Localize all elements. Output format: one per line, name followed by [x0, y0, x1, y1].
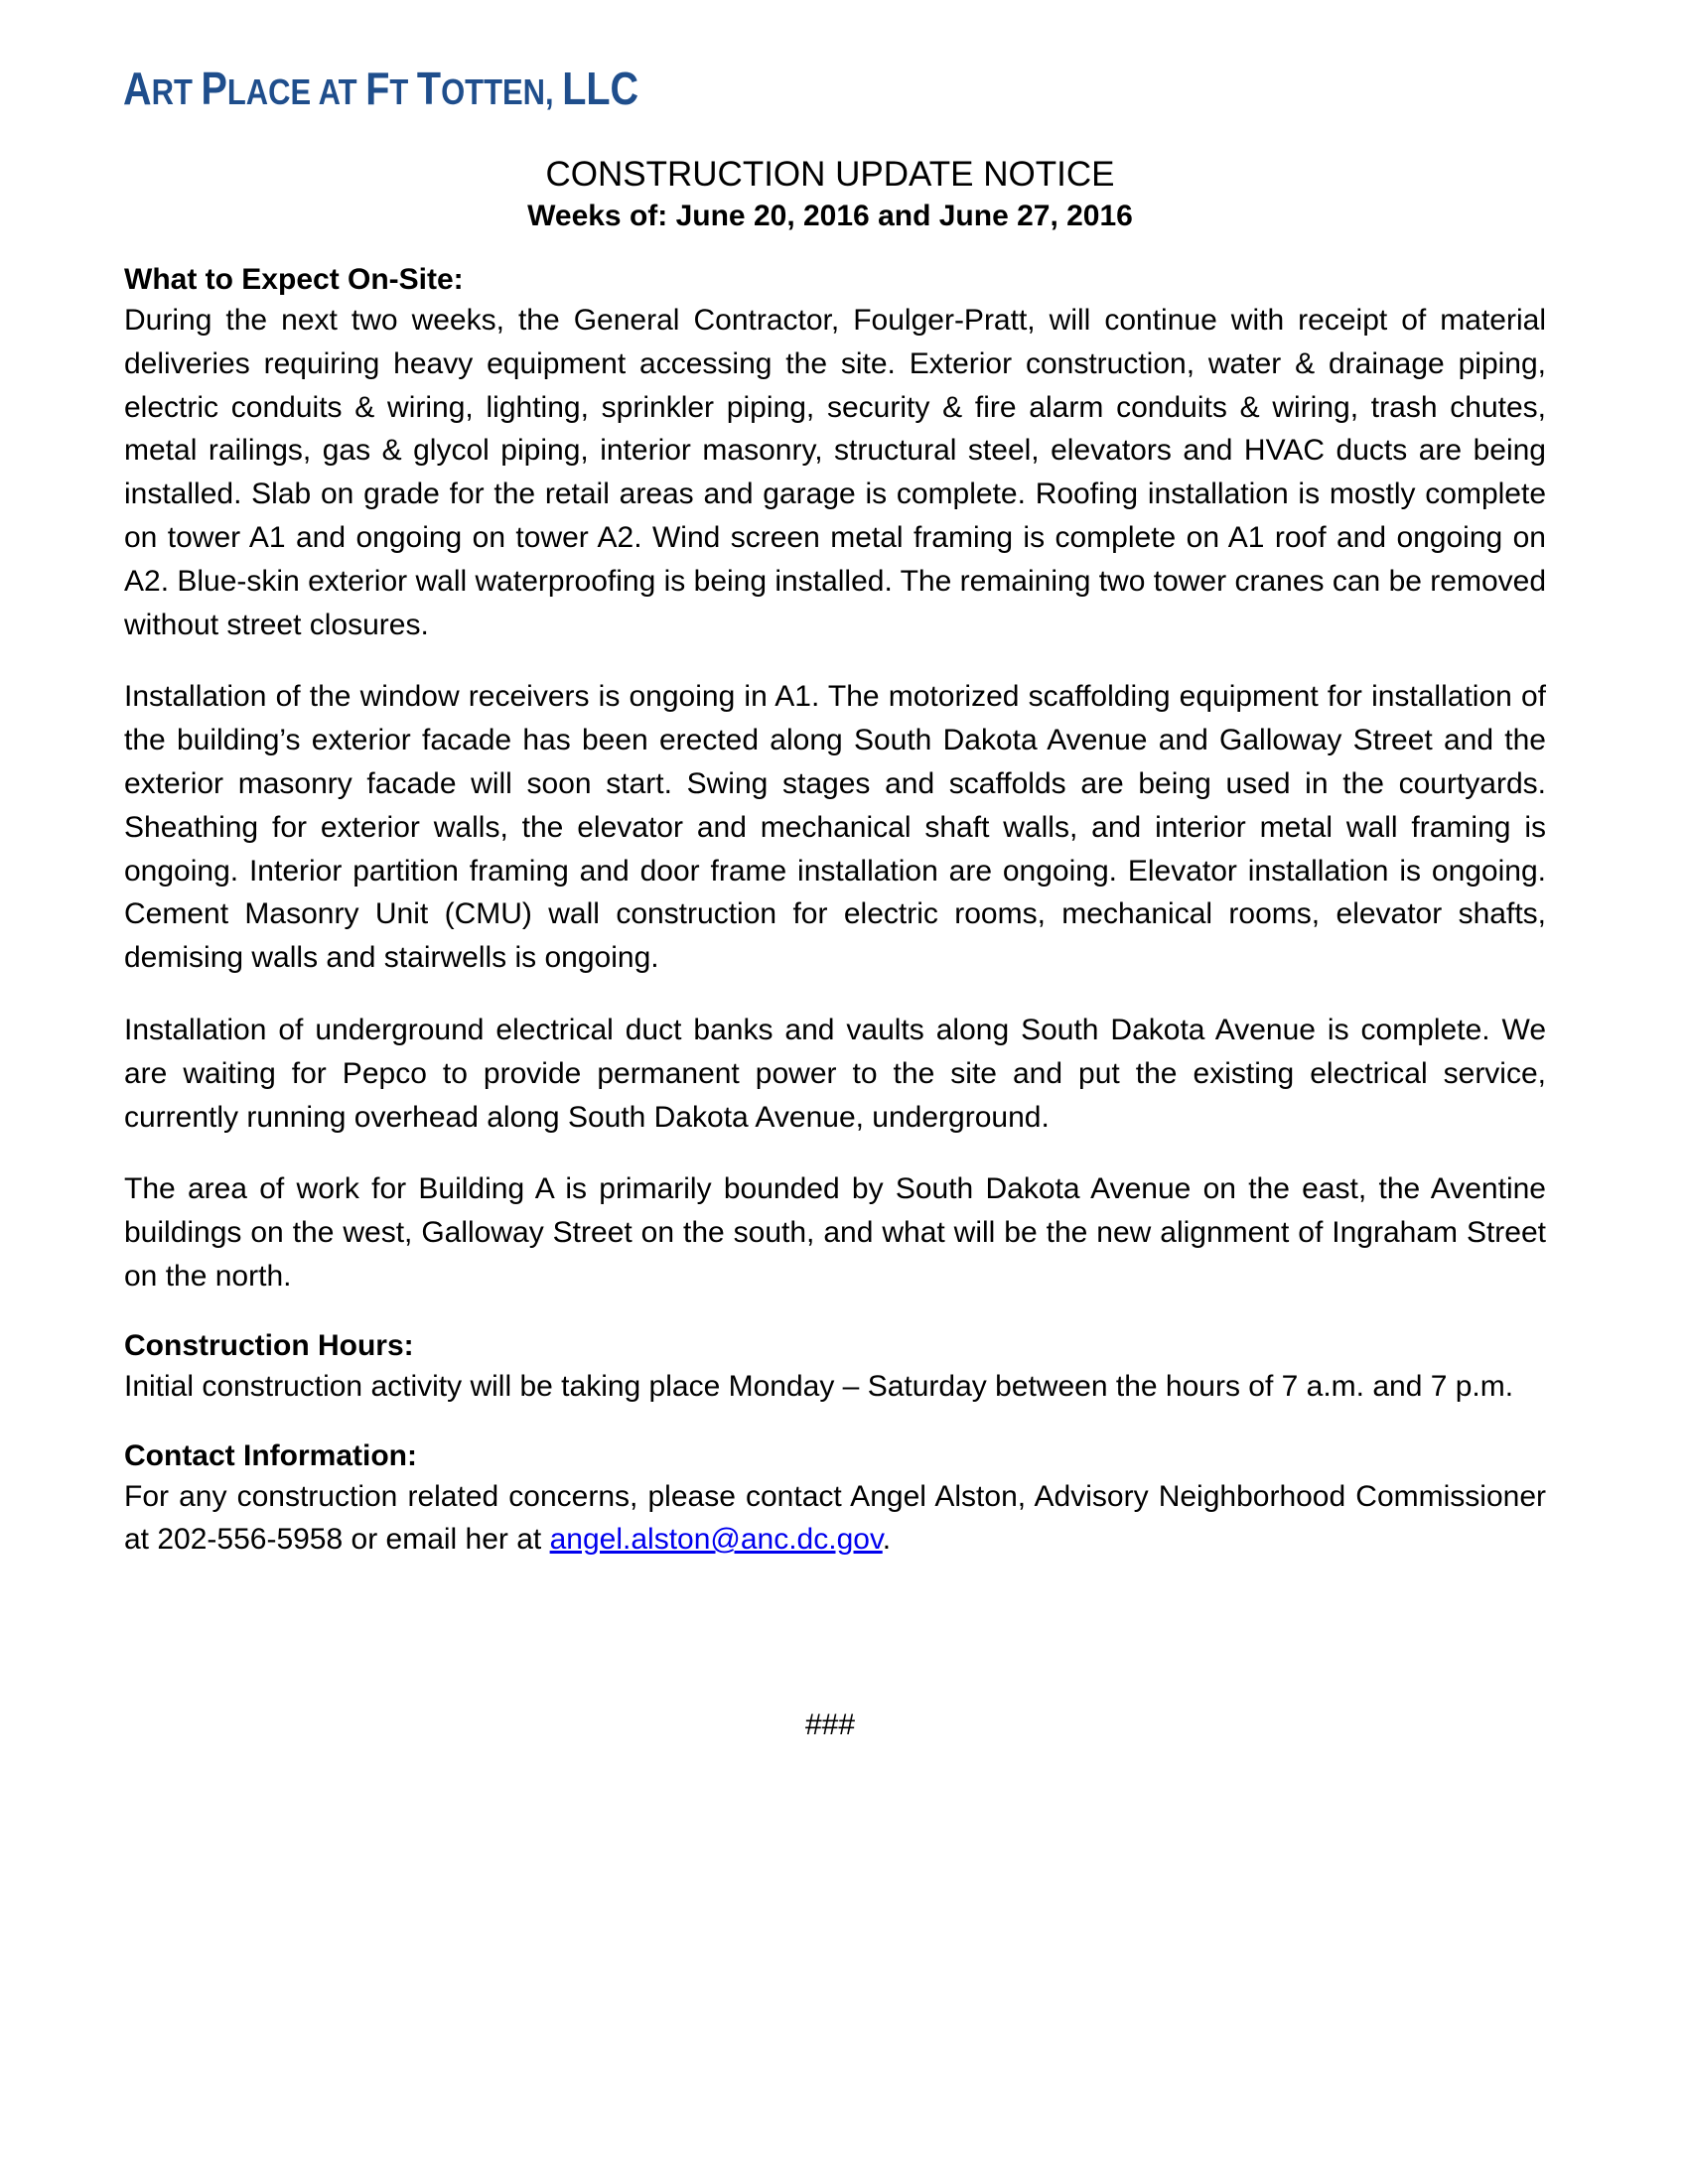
org-title-rest: T [389, 71, 409, 112]
org-title-cap: F [365, 63, 390, 114]
organization-title [123, 62, 638, 115]
paragraph: Installation of underground electrical duct banks and vaults along South Dakota Avenue is complete. We are waiting for Pepco to provide permanent power to the site and put the existing electrical service, currently running overhead along South Dakota Avenue, underground. [124, 1013, 1546, 1134]
org-title-cap: P [201, 63, 227, 114]
end-mark: ### [804, 1708, 856, 1741]
org-title-rest: OTTEN, [441, 71, 554, 112]
paragraph: Installation of the window receivers is ongoing in A1. The motorized scaffolding equipment for installation of the building’s exterior facade has been erected along South Dakota Avenue and Galloway Street and the exterior masonry facade will soon start. Swing stages and scaffolds are being used in the courtyards. Sheathing for exterior walls, the elevator and mechanical shaft walls, and interior metal wall framing is ongoing. Interior partition framing and door frame installation are ongoing. Elevator installation is ongoing. Cement Masonry Unit (CMU) wall construction for electric rooms, mechanical rooms, elevator shafts, demising walls and stairwells is ongoing. [124, 680, 1546, 975]
paragraph: During the next two weeks, the General Contractor, Foulger-Pratt, will continue with receipt of material deliveries requiring heavy equipment accessing the site. Exterior construction, water & drainage piping, electric conduits & wiring, lighting, sprinkler piping, security & fire alarm conduits & wiring, trash chutes, metal railings, gas & glycol piping, interior masonry, structural steel, elevators and HVAC ducts are being installed. Slab on grade for the retail areas and garage is complete. Roofing installation is mostly complete on tower A1 and ongoing on tower A2. Wind screen metal framing is complete on A1 roof and ongoing on A2. Blue-skin exterior wall waterproofing is being installed. The remaining two tower cranes can be removed without street closures. [124, 304, 1546, 641]
contact-text-after: . [882, 1523, 892, 1557]
org-title-cap: LLC [562, 63, 639, 114]
org-title-rest: LACE [226, 71, 312, 112]
section-heading-hours: Construction Hours: [124, 1328, 414, 1362]
notice-body [124, 261, 1546, 1562]
section-heading-contact: Contact Information: [124, 1438, 417, 1472]
hours-text: Initial construction activity will be taking place Monday – Saturday between the hours of 7 a.m. and 7 p.m. [124, 1369, 1514, 1403]
notice-title: CONSTRUCTION UPDATE NOTICE [545, 155, 1115, 194]
contact-text [124, 1475, 1546, 1563]
contact-text-before: For any construction related concerns, please contact Angel Alston, Advisory Neighborhood Commissioner at 202-556-5958 or email her at [124, 1479, 1546, 1557]
notice-dates: Weeks of: June 20, 2016 and June 27, 2016 [527, 200, 1133, 232]
org-title-cap: T [416, 63, 442, 114]
org-title-cap: A [123, 63, 152, 114]
email-link[interactable]: angel.alston@anc.dc.gov [549, 1523, 883, 1557]
paragraph: The area of work for Building A is primarily bounded by South Dakota Avenue on the east, the Aventine buildings on the west, Galloway Street on the south, and what will be the new alignment of Ingraham Street on the north. [124, 1172, 1546, 1293]
org-title-rest: RT [151, 71, 193, 112]
org-title-rest: AT [318, 71, 357, 112]
section-heading-expect: What to Expect On-Site: [124, 263, 464, 296]
